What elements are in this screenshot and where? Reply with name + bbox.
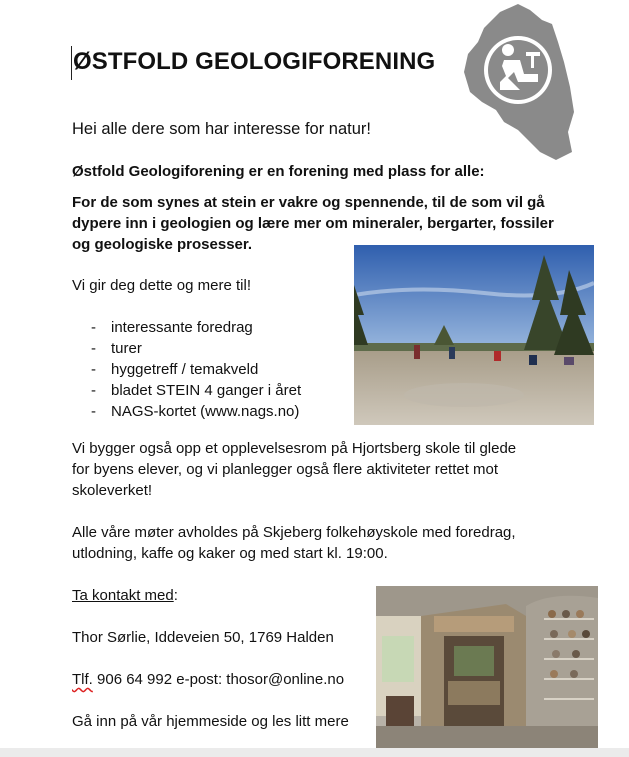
page-bottom-strip xyxy=(0,748,629,757)
room-line-2: for byens elever, og vi planlegger også flere aktiviteter rettet mot xyxy=(72,461,499,478)
contact-phone-line xyxy=(72,669,344,690)
room-line-1: Vi bygger også opp et opplevelsesrom på Hjortsberg skole til glede xyxy=(72,440,517,457)
list-item: - bladet STEIN 4 ganger i året xyxy=(91,380,301,401)
meetings-line-1: Alle våre møter avholdes på Skjeberg folkehøyskole med foredrag, xyxy=(72,524,516,541)
bold-paragraph-line-1: For de som synes at stein er vakre og spennende, til de som vil gå xyxy=(72,194,545,211)
list-item: - turer xyxy=(91,338,301,359)
room-line-3: skoleverket! xyxy=(72,482,153,499)
offer-intro: Vi gir deg dette og mere til! xyxy=(72,277,251,294)
contact-heading-text: Ta kontakt med xyxy=(72,587,174,604)
contact-address: Thor Sørlie, Iddeveien 50, 1769 Halden xyxy=(72,629,334,646)
field-trip-photo xyxy=(354,245,594,425)
homepage-text: Gå inn på vår hjemmeside og les litt mere xyxy=(72,713,349,730)
exhibition-room-photo xyxy=(376,586,598,748)
page-title: ØSTFOLD GEOLOGIFORENING xyxy=(73,48,436,75)
phone-abbreviation: Tlf. xyxy=(72,671,93,688)
list-item: - NAGS-kortet (www.nags.no) xyxy=(91,401,301,422)
bold-intro-line: Østfold Geologiforening er en forening med plass for alle: xyxy=(72,163,485,180)
meetings-line-2: utlodning, kaffe og kaker og med start kl. 19:00. xyxy=(72,545,388,562)
list-item: - hyggetreff / temakveld xyxy=(91,359,301,380)
list-item: - interessante foredrag xyxy=(91,317,301,338)
phone-and-email: 906 64 992 e-post: thosor@online.no xyxy=(92,671,345,688)
text-cursor xyxy=(71,46,72,80)
contact-heading xyxy=(72,585,178,606)
bold-paragraph-line-2: dypere inn i geologien og lære mer om mineraler, bergarter, fossiler xyxy=(72,215,554,232)
bold-paragraph-line-3: og geologiske prosesser. xyxy=(72,236,253,253)
intro-text: Hei alle dere som har interesse for natur! xyxy=(72,120,371,138)
geology-logo-icon xyxy=(460,2,580,162)
offer-list xyxy=(91,317,301,422)
contact-colon: : xyxy=(173,587,178,604)
